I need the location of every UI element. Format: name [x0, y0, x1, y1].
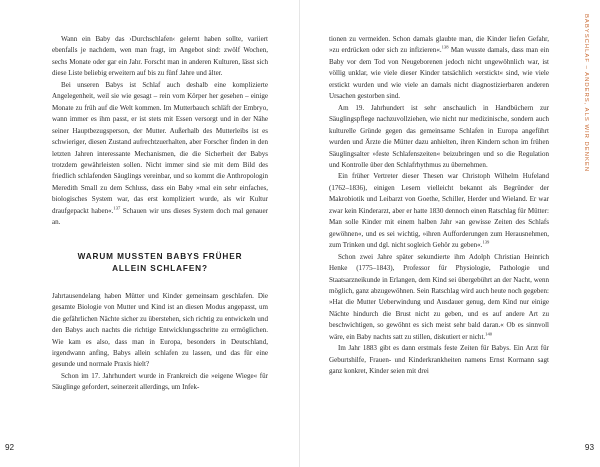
paragraph: Am 19. Jahrhundert ist sehr anschaulich in Handbüchern zur Säuglingspflege nachzuvollziehen, wie nicht nur medizinische, sondern auch kulturelle Gründe gegen das gemeinsame Schlafen in Europa angeführt wurden und Ärzte die Mütter dazu anhielten, ihren Kindern schon im frühen Säuglingsalter »feste Schlafenszeiten« beizubringen und so die Regulation und Kontrolle über den Schlafrhythmus zu übernehmen.: [329, 103, 549, 169]
paragraph-text: Schon zwei Jahre später sekundierte ihm Adolph Christian Heinrich Henke (1775–1843), Professor für Physiologie, Pathologie und Staatsarzneikunde in Erlangen, dem Kind sei übergebührt an der Nacht, wenn möglich, ganz abzugewöhnen. Sein Ratschlag wird auch heute noch gegeben: »Hat die Mutter Ueberwindung und Ausdauer genug, dem Kind nur einige Nächte hindurch die Brust nicht zu geben, und es auf andere Art zu beschwichtigen, so gewöhnt es sich meist sehr bald daran.« Ob es sinnvoll wäre, ein Baby nachts satt zu stillen, diskutiert er nicht.: [329, 252, 549, 341]
paragraph: Schon im 17. Jahrhundert wurde in Frankreich die »eigene Wiege« für Säuglinge gefordert, seinerzeit allerdings, um Infek-: [52, 371, 268, 392]
section-heading: [52, 251, 268, 275]
paragraph: [329, 171, 549, 251]
right-text-column: [329, 34, 549, 378]
footnote-ref: 139: [482, 239, 490, 245]
left-text-column: [52, 34, 268, 394]
paragraph: [52, 80, 268, 229]
paragraph: Im Jahr 1883 gibt es dann erstmals feste Zeiten für Babys. Ein Arzt für Geburtshilfe, Frauen- und Kinderkrankheiten namens Ernst Kormann sagt ganz konkret, Kinder seien mit drei: [329, 344, 549, 376]
paragraph: Wann ein Baby das ›Durchschlafen‹ gelernt haben sollte, variiert ebenfalls je nachdem, wen man fragt, im Angebot sind: zwölf Wochen, sechs Monate oder gar ein Jahr. Forscht man in anderen Kulturen, lässt sich diese Liste beliebig erweitern auf bis zu fünf Jahre und älter.: [52, 35, 268, 78]
paragraph-trailer: Schauen wir uns dieses System doch mal genauer an.: [52, 206, 268, 227]
paragraph: [329, 252, 549, 344]
heading-line-2: ALLEIN SCHLAFEN?: [112, 263, 208, 273]
footnote-ref: 140: [485, 331, 493, 337]
page-number-right: 93: [584, 443, 594, 452]
running-header: BABYSCHLAF – ANDERS, ALS WIR DENKEN: [583, 14, 589, 173]
paragraph-text: Bei unseren Babys ist Schlaf auch deshalb eine komplizierte Angelegenheit, weil sie wie gesagt – rein vom Körper her gesehen – einige Monate zu früh auf die Welt kommen. Im Mutterbauch schläft der Embryo, wann immer es ihm passt, er ist stets mit Essen versorgt und in der Nähe seiner Hauptbezugsperson, der Mutter. Außerhalb des Mutterleibs ist es schwieriger, diesen Zustand aufrechtzuerhalten, aber Forscher finden in den letzten Jahren interessante Mechanismen, die die Sicherheit der Babys trotzdem gewährleisten sollen. Nicht immer sind sie mit dem Bild des friedlich schlafenden Säuglings vereinbar, und so kommt die Anthropologin Meredith Small zu dem Schluss, dass ein Baby »mal ein sehr einfaches, biologisches System war, das erst kompliziert wurde, als wir Kultur draufgepackt haben«.: [52, 80, 268, 215]
right-page: [300, 0, 600, 467]
paragraph: Jahrtausendelang haben Mütter und Kinder gemeinsam geschlafen. Die gesamte Biologie von Mutter und Kind ist an diesen Modus angepasst, um die gefährlichen Nächte sicher zu überstehen, sich richtig zu entwickeln und den Babys auch nachts die richtige Entwicklungsschritte zu ermöglichen. Wie kam es also, dass man in Europa, besonders in Deutschland, irgendwann anfing, Babys allein schlafen zu lassen, und das für eine gesunde und normale Praxis hielt?: [52, 291, 268, 369]
paragraph-trailer: Man wusste damals, dass man ein Baby vor dem Tod von Neugeborenen jedoch nicht ungewöhnlich war, ist völlig unklar, wie viele dieser Kinder tatsächlich »erstickt« sind, wie viele erstickt wurden und wie viele an damals nicht diagnostizierbaren anderen Ursachen gestorben sind.: [329, 46, 549, 101]
heading-line-1: WARUM MUSSTEN BABYS FRÜHER: [77, 251, 243, 261]
paragraph-text: Ein früher Vertreter dieser Thesen war Christoph Wilhelm Hufeland (1762–1836), einigen Lesern vielleicht bekannt als Begründer der Makrobiotik und Leibarzt von Goethe, Schiller, Herder und Wieland. Er war zwar kein Kinderarzt, aber er hatte 1830 dennoch einen Ratschlag für Mütter: Man solle Kinder mit einem halben Jahr »an gewisse Zeiten des Schlafs gewöhnen«, und es sei wichtig, »ihren Aufforderungen zum Herausnehmen, zum Trinken und dgl. nicht sogleich Gehör zu geben«.: [329, 172, 549, 250]
footnote-ref: 138: [441, 45, 449, 51]
paragraph-text: tionen zu vermeiden. Schon damals glaubte man, die Kinder liefen Gefahr, »zu erdrücken oder sich zu infizieren«.: [329, 35, 549, 55]
page-number-left: 92: [5, 443, 15, 452]
paragraph: [329, 34, 549, 103]
footnote-ref: 137: [113, 205, 121, 211]
